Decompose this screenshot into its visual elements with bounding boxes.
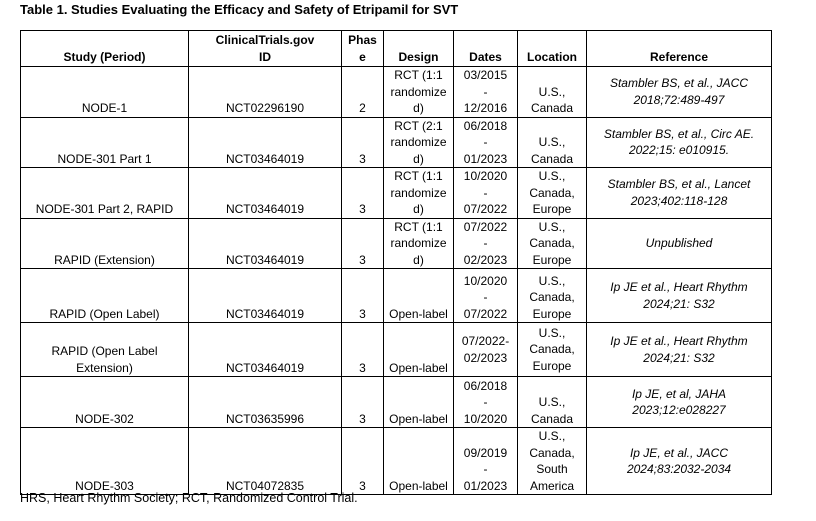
design-cell: Open-label — [384, 428, 454, 495]
study-cell: NODE-301 Part 1 — [21, 117, 189, 168]
location-cell: U.S., Canada, Europe — [518, 269, 587, 323]
location-cell: U.S., Canada — [518, 117, 587, 168]
table-row — [21, 377, 772, 428]
header-study: Study (Period) — [21, 31, 189, 67]
reference-cell: Ip JE et al., Heart Rhythm 2024;21: S32 — [587, 323, 772, 377]
design-cell: Open-label — [384, 377, 454, 428]
phase-cell: 3 — [342, 218, 384, 269]
phase-cell: 3 — [342, 377, 384, 428]
study-cell: RAPID (Open Label) — [21, 269, 189, 323]
reference-cell: Stambler BS, et al., Lancet 2023;402:118-128 — [587, 168, 772, 219]
header-nct: ClinicalTrials.gov ID — [189, 31, 342, 67]
reference-cell: Ip JE, et al., JACC 2024;83:2032-2034 — [587, 428, 772, 495]
header-dates: Dates — [454, 31, 518, 67]
design-cell: Open-label — [384, 323, 454, 377]
reference-cell: Stambler BS, et al., Circ AE. 2022;15: e010915. — [587, 117, 772, 168]
location-cell: U.S., Canada, Europe — [518, 218, 587, 269]
study-cell: NODE-1 — [21, 67, 189, 118]
dates-cell: 03/2015 - 12/2016 — [454, 67, 518, 118]
nct-cell: NCT02296190 — [189, 67, 342, 118]
nct-cell: NCT03464019 — [189, 218, 342, 269]
phase-cell: 3 — [342, 323, 384, 377]
study-cell: RAPID (Open Label Extension) — [21, 323, 189, 377]
table-row — [21, 428, 772, 495]
study-cell: NODE-302 — [21, 377, 189, 428]
study-cell: NODE-301 Part 2, RAPID — [21, 168, 189, 219]
reference-cell: Ip JE et al., Heart Rhythm 2024;21: S32 — [587, 269, 772, 323]
design-cell: Open-label — [384, 269, 454, 323]
reference-cell: Stambler BS, et al., JACC 2018;72:489-497 — [587, 67, 772, 118]
table-row — [21, 269, 772, 323]
location-cell: U.S., Canada, South America — [518, 428, 587, 495]
design-cell: RCT (1:1 randomize d) — [384, 67, 454, 118]
nct-cell: NCT04072835 — [189, 428, 342, 495]
dates-cell: 09/2019 - 01/2023 — [454, 428, 518, 495]
study-cell: RAPID (Extension) — [21, 218, 189, 269]
header-row — [21, 31, 772, 67]
dates-cell: 07/2022 - 02/2023 — [454, 218, 518, 269]
dates-cell: 10/2020 - 07/2022 — [454, 269, 518, 323]
table-row — [21, 67, 772, 118]
study-cell: NODE-303 — [21, 428, 189, 495]
location-cell: U.S., Canada, Europe — [518, 323, 587, 377]
header-phase: Phas e — [342, 31, 384, 67]
location-cell: U.S., Canada — [518, 67, 587, 118]
table-row — [21, 323, 772, 377]
studies-table — [20, 30, 772, 495]
header-design: Design — [384, 31, 454, 67]
table-row — [21, 117, 772, 168]
nct-cell: NCT03464019 — [189, 168, 342, 219]
dates-cell: 07/2022- 02/2023 — [454, 323, 518, 377]
header-reference: Reference — [587, 31, 772, 67]
table-caption: Table 1. Studies Evaluating the Efficacy and Safety of Etripamil for SVT — [20, 2, 459, 17]
design-cell: RCT (2:1 randomize d) — [384, 117, 454, 168]
design-cell: RCT (1:1 randomize d) — [384, 218, 454, 269]
reference-cell: Ip JE, et al, JAHA 2023;12:e028227 — [587, 377, 772, 428]
nct-cell: NCT03464019 — [189, 269, 342, 323]
reference-cell: Unpublished — [587, 218, 772, 269]
nct-cell: NCT03635996 — [189, 377, 342, 428]
table-row — [21, 168, 772, 219]
phase-cell: 3 — [342, 117, 384, 168]
table-row — [21, 218, 772, 269]
location-cell: U.S., Canada — [518, 377, 587, 428]
dates-cell: 10/2020 - 07/2022 — [454, 168, 518, 219]
phase-cell: 3 — [342, 428, 384, 495]
phase-cell: 3 — [342, 168, 384, 219]
dates-cell: 06/2018 - 01/2023 — [454, 117, 518, 168]
phase-cell: 3 — [342, 269, 384, 323]
design-cell: RCT (1:1 randomize d) — [384, 168, 454, 219]
nct-cell: NCT03464019 — [189, 323, 342, 377]
location-cell: U.S., Canada, Europe — [518, 168, 587, 219]
table-footnote: HRS, Heart Rhythm Society; RCT, Randomized Control Trial. — [20, 491, 358, 505]
dates-cell: 06/2018 - 10/2020 — [454, 377, 518, 428]
nct-cell: NCT03464019 — [189, 117, 342, 168]
phase-cell: 2 — [342, 67, 384, 118]
header-location: Location — [518, 31, 587, 67]
